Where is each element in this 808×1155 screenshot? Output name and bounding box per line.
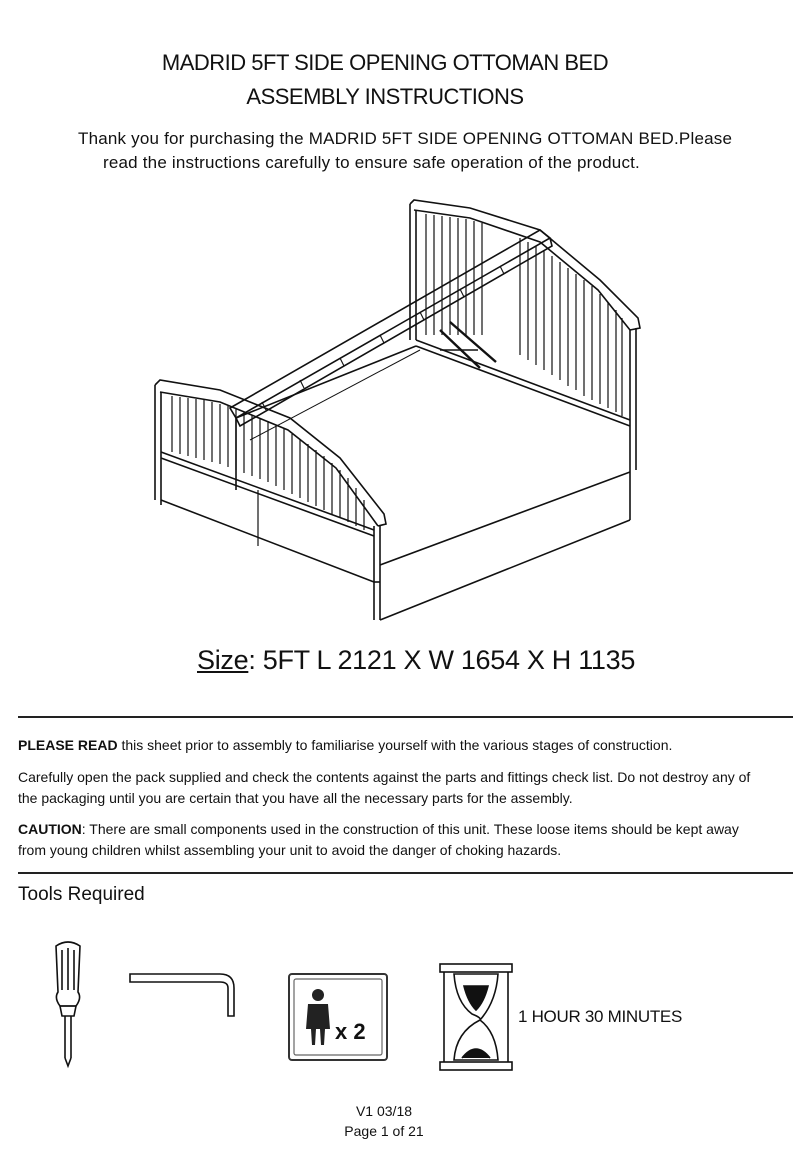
footer-page-number: Page 1 of 21 — [344, 1123, 424, 1139]
divider-top — [18, 716, 793, 718]
intro-line2: read the instructions carefully to ensure safe operation of the product. — [103, 153, 640, 172]
intro-line1: Thank you for purchasing the MADRID 5FT SIDE OPENING OTTOMAN BED.Please — [78, 129, 733, 148]
size-value: : 5FT L 2121 X W 1654 X H 1135 — [248, 645, 636, 675]
product-size — [197, 645, 635, 676]
caution-notice — [18, 819, 798, 861]
document-title-line1: MADRID 5FT SIDE OPENING OTTOMAN BED — [161, 50, 609, 75]
open-pack-notice — [18, 767, 798, 809]
allen-key-icon — [128, 970, 243, 1020]
two-person-icon — [288, 973, 388, 1061]
caution-line1: : There are small components used in the construction of this unit. These loose items should be kept away — [81, 821, 739, 837]
footer-version: V1 03/18 — [355, 1103, 413, 1119]
open-pack-line2: the packaging until you are certain that you have all the necessary parts for the assembly. — [18, 790, 573, 806]
hourglass-icon — [438, 962, 514, 1072]
time-label: 1 HOUR 30 MINUTES — [518, 1007, 682, 1026]
ottoman-bed-illustration — [0, 190, 808, 650]
please-read-notice — [18, 735, 798, 756]
size-label: Size — [197, 645, 249, 675]
open-pack-line1: Carefully open the pack supplied and check the contents against the parts and fittings check list. Do not destroy any of — [18, 769, 751, 785]
divider-bottom — [18, 872, 793, 874]
caution-line2: from young children whilst assembling your unit to avoid the danger of choking hazards. — [18, 842, 562, 858]
caution-bold: CAUTION — [18, 821, 82, 837]
screwdriver-icon — [48, 940, 88, 1070]
please-read-text: this sheet prior to assembly to familiarise yourself with the various stages of construction. — [117, 737, 673, 753]
tools-heading: Tools Required — [18, 884, 145, 905]
persons-label: x 2 — [335, 1019, 366, 1044]
please-read-bold: PLEASE READ — [18, 737, 118, 753]
document-title-line2: ASSEMBLY INSTRUCTIONS — [246, 84, 524, 109]
